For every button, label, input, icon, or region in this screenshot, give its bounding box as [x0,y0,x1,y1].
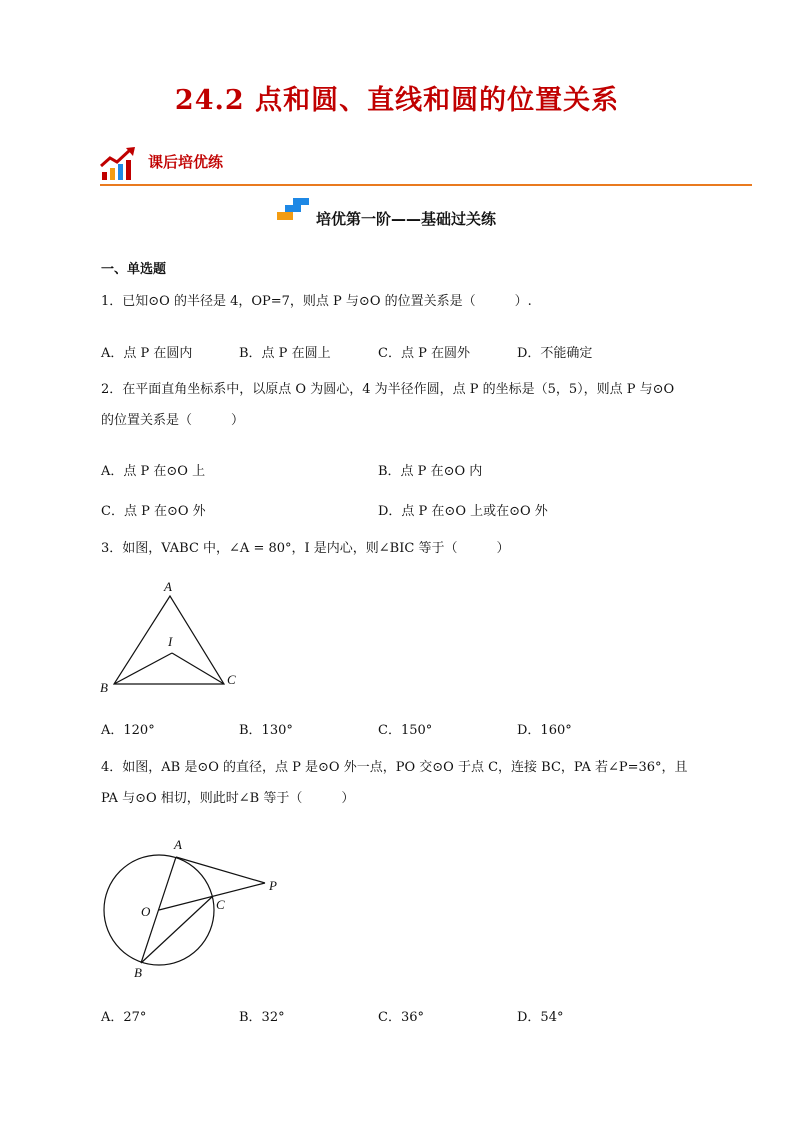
question-2-stem-line-2: 的位置关系是（ ） [101,413,245,428]
question-3-stem: 3．如图，VABC 中，∠A = 80°，I 是内心，则∠BIC 等于（ ） [101,541,510,556]
question-2-stem-line-1: 2．在平面直角坐标系中，以原点 O 为圆心，4 为半径作圆，点 P 的坐标是（5，5），则点 P 与⊙O [101,382,675,397]
segment-ci [172,653,224,684]
question-1-option-d[interactable]: D．不能确定 [517,346,593,361]
label-a: A [174,837,182,852]
banner-label: 课后培优练 [148,153,224,171]
section-heading: 一、单选题 [101,262,167,277]
question-1-option-a[interactable]: A．点 P 在圆内 [101,346,193,361]
question-4-option-c[interactable]: C．36° [378,1010,424,1025]
label-a: A [164,579,172,594]
question-3-option-b[interactable]: B．130° [239,723,293,738]
question-3-option-d[interactable]: D．160° [517,723,572,738]
label-c: C [227,672,236,687]
label-o: O [141,904,151,919]
question-4-option-a[interactable]: A．27° [101,1010,147,1025]
stairs-icon [275,197,311,223]
question-3-option-c[interactable]: C．150° [378,723,433,738]
question-3-option-a[interactable]: A．120° [101,723,155,738]
question-1-option-b[interactable]: B．点 P 在圆上 [239,346,331,361]
label-b: B [134,965,142,980]
label-p: P [269,878,277,893]
question-2-option-c[interactable]: C．点 P 在⊙O 外 [101,504,206,519]
question-2-option-d[interactable]: D．点 P 在⊙O 上或在⊙O 外 [378,504,548,519]
segment-bi [114,653,172,684]
question-1-option-c[interactable]: C．点 P 在圆外 [378,346,470,361]
label-c: C [216,897,225,912]
page-title: 24.2 点和圆、直线和圆的位置关系 [174,85,620,116]
level-heading: 培优第一阶——基础过关练 [316,210,497,228]
question-1-stem: 1．已知⊙O 的半径是 4，OP=7，则点 P 与⊙O 的位置关系是（ ）. [101,294,532,309]
question-4-stem-line-1: 4．如图，AB 是⊙O 的直径，点 P 是⊙O 外一点，PO 交⊙O 于点 C，连接 BC，PA 若∠P=36°，且 [101,760,688,775]
question-2-option-a[interactable]: A．点 P 在⊙O 上 [101,464,206,479]
chart-growth-icon [100,146,138,182]
question-4-stem-line-2: PA 与⊙O 相切，则此时∠B 等于（ ） [101,791,355,806]
triangle-incenter-figure [96,576,246,696]
tangent-pa [176,857,265,883]
label-b: B [100,680,108,695]
question-4-option-b[interactable]: B．32° [239,1010,285,1025]
circle-tangent-figure [96,830,296,985]
header-divider [100,184,752,186]
question-4-option-d[interactable]: D．54° [517,1010,564,1025]
label-i: I [168,634,173,649]
question-2-option-b[interactable]: B．点 P 在⊙O 内 [378,464,483,479]
